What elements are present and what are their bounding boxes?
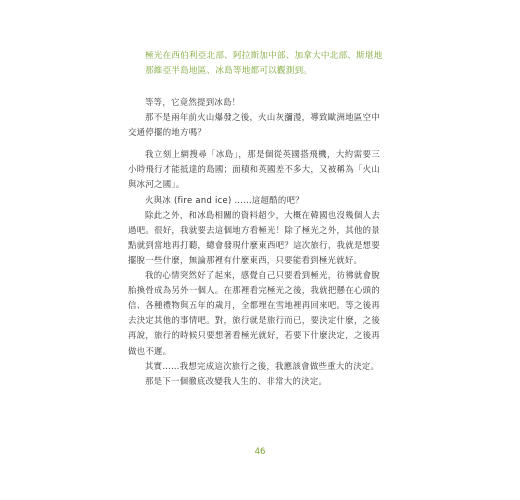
- page-number: 46: [254, 447, 266, 457]
- paragraph: 那不是兩年前火山爆發之後，火山灰瀰漫，導致歐洲地區空中交通停擺的地方嗎？: [128, 112, 380, 138]
- paragraph: 火與冰 (fire and ice) ……這超酷的吧？: [145, 194, 304, 205]
- body-text: [128, 95, 380, 389]
- highlight-note: [145, 49, 400, 79]
- note-line: 那維亞半島地區、冰島等地都可以觀測到。: [145, 66, 313, 76]
- note-line: 極光在西伯利亞北部、阿拉斯加中部、加拿大中北部、斯堪地: [145, 51, 383, 61]
- paragraph: 那是下一個徹底改變我人生的、非常大的決定。: [145, 375, 328, 386]
- paragraph: 等等，它竟然提到冰島！: [145, 97, 241, 107]
- paragraph: 我的心情突然好了起來，感覺自己只要看到極光，彷彿就會脫胎換骨成為另外一個人。在那裡看完極光之後，我就把懸在心頭的信、各種禮物與五年的歲月，全都埋在雪地裡再回來吧。等之後再去決定其他的事情吧。對，旅行就是旅行而已，要決定什麼，之後再說，旅行的時候只要想著看極光就好，若要下什麼決定，之後再做也不遲。: [128, 270, 380, 356]
- paragraph: 其實……我想完成這次旅行之後，我應該會做些重大的決定。: [145, 360, 380, 371]
- paragraph: 我立刻上網搜尋「冰島」，那是個從英國搭飛機，大約需要三小時飛行才能抵達的島國；面積和英國差不多大，又被稱為「火山與冰河之國」。: [128, 149, 380, 190]
- paragraph: 除此之外，和冰島相關的資料超少，大概在韓國也沒幾個人去過吧。很好，我就要去這個地方看極光！除了極光之外，其他的景點就到當地再打聽，總會發現什麼東西吧？這次旅行，我就是想要擺脫一些什麼，無論那裡有什麼東西，只要能看到極光就好。: [128, 209, 380, 265]
